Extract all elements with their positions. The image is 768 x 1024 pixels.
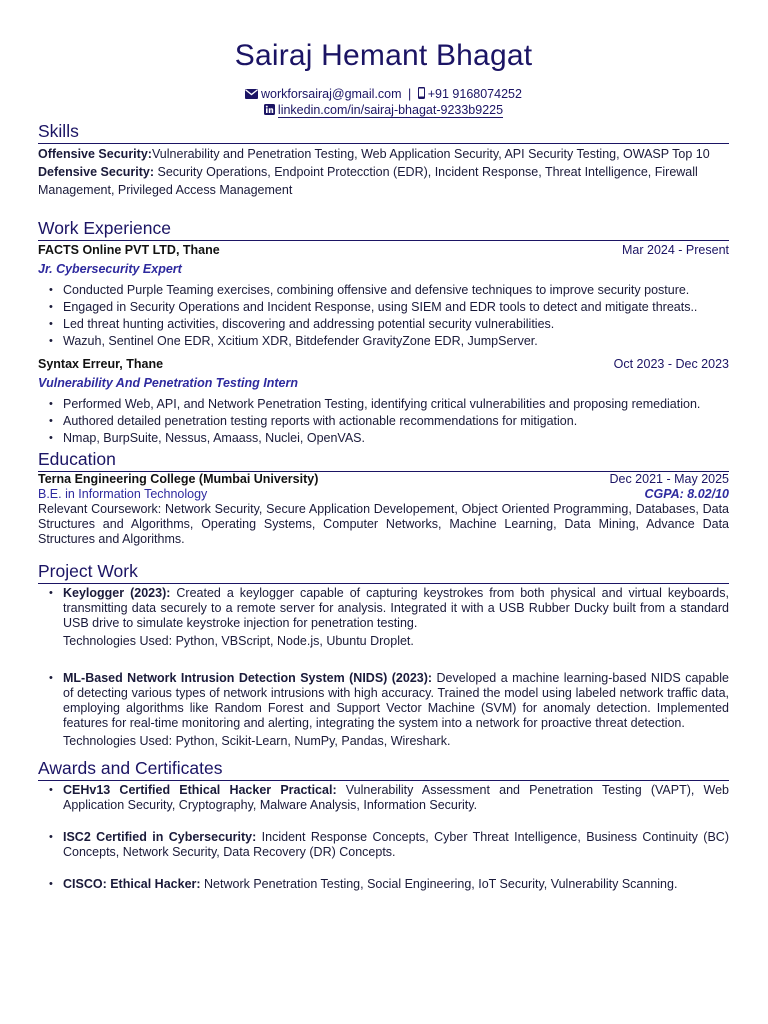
- skills-title: Skills: [38, 121, 729, 144]
- award-text: Incident Response Concepts, Cyber Threat Intelligence, Business Continuity (BC) Concepts, Network Security, Data Recovery (DR) Concepts.: [63, 830, 729, 859]
- envelope-icon: [245, 88, 258, 103]
- list-item: • Engaged in Security Operations and Incident Response, using SIEM and EDR tools to detect and mitigate threats..: [63, 299, 729, 316]
- edu-coursework: Relevant Coursework: Network Security, Secure Application Developement, Object Oriented Programming, Databases, Data Structures and Algorithms, Operating Systems, Computer Networks, Machine Learning, Data Mining, Advance Data Structures and Algorithms.: [38, 502, 729, 546]
- award-label: CEHv13 Certified Ethical Hacker Practical:: [63, 783, 337, 797]
- award-text: Network Penetration Testing, Social Engineering, IoT Security, Vulnerability Scanning.: [200, 877, 678, 891]
- education-title: Education: [38, 449, 729, 472]
- contact-row-1: [38, 87, 729, 103]
- job-dates: Mar 2024 - Present: [622, 243, 729, 257]
- linkedin-link[interactable]: linkedin.com/in/sairaj-bhagat-9233b9225: [277, 103, 504, 117]
- awards-title: Awards and Certificates: [38, 758, 729, 781]
- skill-offensive: [38, 145, 729, 163]
- job-company: Syntax Erreur, Thane: [38, 357, 164, 371]
- award-item: [38, 830, 729, 860]
- linkedin-icon: [264, 104, 275, 119]
- list-item: • Nmap, BurpSuite, Nessus, Amaass, Nuclei, OpenVAS.: [63, 430, 729, 447]
- projects-section: [38, 561, 729, 749]
- award-item: [38, 783, 729, 813]
- award-label: ISC2 Certified in Cybersecurity:: [63, 830, 257, 844]
- job-role: Jr. Cybersecurity Expert: [38, 262, 182, 276]
- project-text: Created a keylogger capable of capturing keystrokes from both physical and virtual keyboards, transmitting data securely to a remote server for analysis. Integrated it with a USB Rubber Ducky built from a standard USB drive to simulate keystroke injection for penetration testing.: [63, 586, 729, 630]
- award-item: [38, 877, 729, 892]
- edu-dates: Dec 2021 - May 2025: [609, 472, 729, 486]
- award-text: Vulnerability Assessment and Penetration Testing (VAPT), Web Application Security, Cryptography, Malware Analysis, Information Security.: [63, 783, 729, 812]
- skill-defensive: [38, 163, 729, 199]
- list-item: • Wazuh, Sentinel One EDR, Xcitium XDR, Bitdefender GravityZone EDR, JumpServer.: [63, 333, 729, 350]
- job-dates: Oct 2023 - Dec 2023: [613, 357, 729, 371]
- edu-school: Terna Engineering College (Mumbai University): [38, 472, 319, 486]
- project-tech: Technologies Used: Python, VBScript, Node.js, Ubuntu Droplet.: [63, 634, 414, 648]
- email-link[interactable]: workforsairaj@gmail.com: [261, 87, 402, 101]
- project-label: Keylogger (2023):: [63, 586, 171, 600]
- skill-defensive-text: Security Operations, Endpoint Protecction (EDR), Incident Response, Threat Intelligence, Firewall Management, Privileged Access Management: [38, 165, 698, 197]
- project-text: Developed a machine learning-based NIDS capable of detecting various types of network intrusions with high accuracy. Trained the model using labeled network traffic data, employing algorithms like Random Forest and Support Vector Machine (SVM) for anomaly detection. Implemented features for real-time monitoring and alerting, integrating the system into a network for proactive threat detection.: [63, 671, 729, 730]
- project-item: [38, 671, 729, 731]
- contact-separator: |: [408, 87, 412, 101]
- job-bullets: [38, 396, 729, 447]
- contact-row-2: [38, 103, 729, 119]
- skills-section: [38, 121, 729, 199]
- skill-offensive-label: Offensive Security:: [38, 147, 152, 161]
- job-header: [38, 241, 729, 259]
- contact-info: [38, 87, 729, 119]
- work-title: Work Experience: [38, 218, 729, 241]
- edu-degree: B.E. in Information Technology: [38, 487, 208, 501]
- job-company: FACTS Online PVT LTD, Thane: [38, 243, 220, 257]
- project-item: [38, 586, 729, 631]
- skill-defensive-label: Defensive Security:: [38, 165, 155, 179]
- job-header: [38, 355, 729, 373]
- list-item: • Performed Web, API, and Network Penetration Testing, identifying critical vulnerabilities and proposing remediation.: [63, 396, 729, 413]
- edu-cgpa: CGPA: 8.02/10: [644, 487, 729, 501]
- job-bullets: [38, 282, 729, 350]
- candidate-name: Sairaj Hemant Bhagat: [234, 39, 533, 72]
- list-item: • Led threat hunting activities, discovering and addressing potential security vulnerabilities.: [63, 316, 729, 333]
- education-section: [38, 449, 729, 547]
- skill-offensive-text: Vulnerability and Penetration Testing, Web Application Security, API Security Testing, OWASP Top 10: [151, 147, 710, 161]
- job-role: Vulnerability And Penetration Testing Intern: [38, 376, 298, 390]
- projects-title: Project Work: [38, 561, 729, 584]
- awards-section: [38, 758, 729, 892]
- mobile-phone-icon: [418, 87, 425, 103]
- project-tech: Technologies Used: Python, Scikit-Learn, NumPy, Pandas, Wireshark.: [63, 734, 451, 748]
- work-section: [38, 218, 729, 447]
- edu-header: [38, 472, 729, 487]
- list-item: • Conducted Purple Teaming exercises, combining offensive and defensive techniques to improve security posture.: [63, 282, 729, 299]
- edu-degree-row: [38, 487, 729, 502]
- list-item: • Authored detailed penetration testing reports with actionable recommendations for mitigation.: [63, 413, 729, 430]
- phone-link[interactable]: +91 9168074252: [427, 87, 522, 101]
- award-label: CISCO: Ethical Hacker:: [63, 877, 201, 891]
- project-label: ML-Based Network Intrusion Detection System (NIDS) (2023):: [63, 671, 433, 685]
